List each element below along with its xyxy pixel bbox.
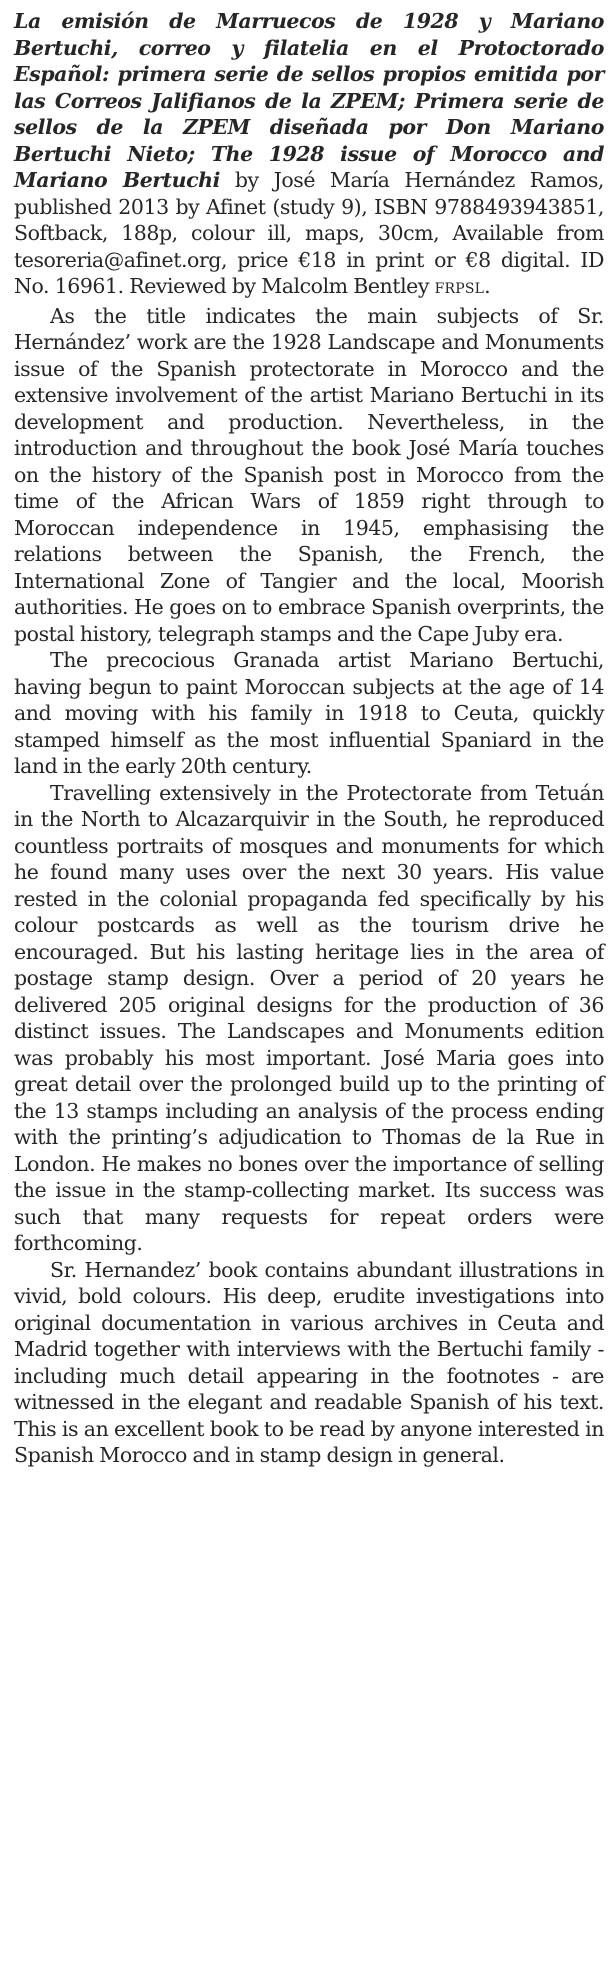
review-paragraph-3: Travelling extensively in the Protectorate from Tetuán in the North to Alcazarquivir in the South, he reproduced countless portraits of mosques and monuments for which he found many uses over the next 30 years. His value rested in the colonial propaganda fed specifically by his colour postcards as well as the tourism drive he encouraged. But his lasting heritage lies in the area of postage stamp design. Over a period of 20 years he delivered 205 original designs for the production of 36 distinct issues. The Landscapes and Monuments edition was probably his most important. José Maria goes into great detail over the prolonged build up to the printing of the 13 stamps including an analysis of the process ending with the printing’s adjudication to Thomas de la Rue in London. He makes no bones over the importance of selling the issue in the stamp-collecting market. Its success was such that many requests for repeat orders were forthcoming. [14, 780, 604, 1255]
book-title: La emisión de Marruecos de 1928 y Mariano Bertuchi, correo y filatelia en el Protoctorado Español: primera serie de sellos propios emitida por las Correos Jalifianos de la ZPEM; Primera serie de sellos de la ZPEM diseñada por Don Mariano Bertuchi Nieto; The 1928 issue of Morocco and Mariano Bertuchi [14, 9, 604, 192]
review-paragraph-2: The precocious Granada artist Mariano Bertuchi, having begun to paint Moroccan subjects at the age of 14 and moving with his family in 1918 to Ceuta, quickly stamped himself as the most influential Spaniard in the land in the early 20th century. [14, 648, 604, 778]
book-details-end: . [484, 274, 491, 298]
review-paragraph-4: Sr. Hernandez’ book contains abundant illustrations in vivid, bold colours. His deep, erudite investigations into original documentation in various archives in Ceuta and Madrid together with interviews with the Bertuchi family - including much detail appearing in the footnotes - are witnessed in the elegant and readable Spanish of his text. This is an excellent book to be read by anyone interested in Spanish Morocco and in stamp design in general. [14, 1257, 604, 1467]
book-review [14, 8, 604, 1469]
reviewer-credential: FRPSL [434, 281, 485, 297]
review-paragraph-1: As the title indicates the main subjects of Sr. Hernández’ work are the 1928 Landscape and Monuments issue of the Spanish protectorate in Morocco and the extensive involvement of the artist Mariano Bertuchi in its development and production. Nevertheless, in the introduction and throughout the book José María touches on the history of the Spanish post in Morocco from the time of the African Wars of 1859 right through to Moroccan independence in 1945, emphasising the relations between the Spanish, the French, the International Zone of Tangier and the local, Moorish authorities. He goes on to embrace Spanish overprints, the postal history, telegraph stamps and the Cape Juby era. [14, 303, 604, 646]
review-header [14, 8, 604, 303]
book-details: by José María Hernández Ramos, published 2013 by Afinet (study 9), ISBN 9788493943851, Softback, 188p, colour ill, maps, 30cm, Available from tesoreria@afinet.org, price €18 in print or €8 digital. ID No. 16961. Reviewed by Malcolm Bentley [14, 168, 604, 298]
